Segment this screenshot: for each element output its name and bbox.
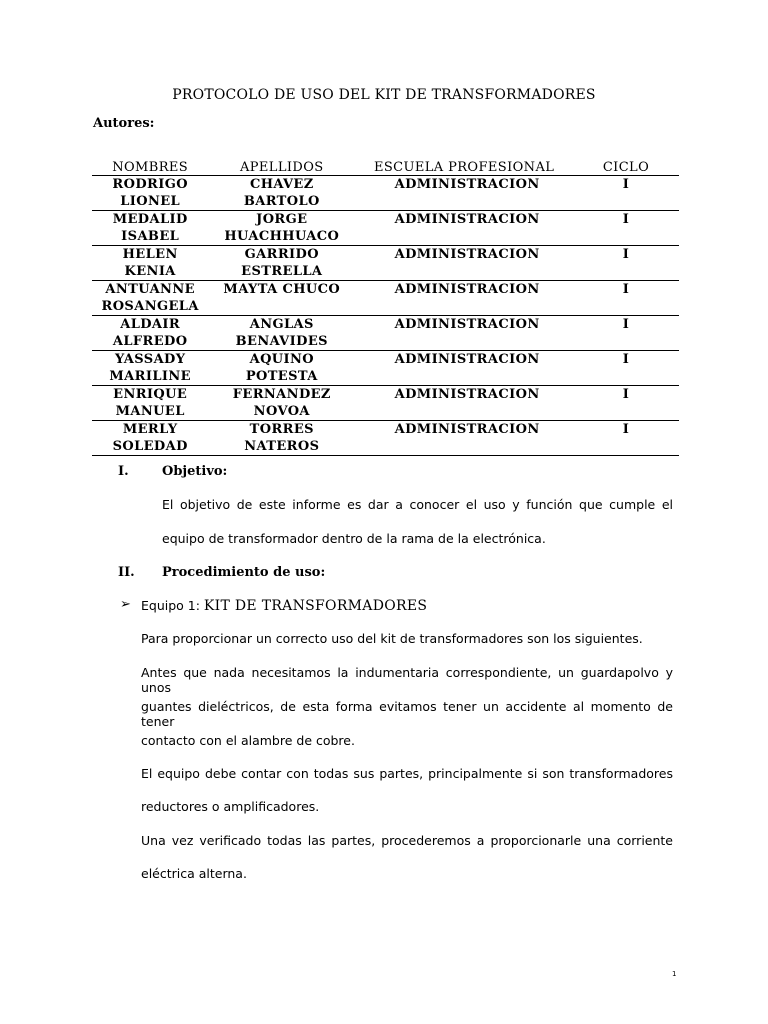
cell-apellidos-apellido-1: TORRES [249, 422, 314, 437]
cell-nombres-nombre-1: ANTUANNE [105, 282, 195, 297]
header-escuela: ESCUELA PROFESIONAL [355, 156, 573, 176]
cell-ciclo [573, 421, 679, 456]
header-ciclo: CICLO [573, 156, 679, 176]
cell-apellidos-apellido-2: POTESTA [245, 369, 318, 384]
cell-apellidos [208, 281, 355, 316]
cell-apellidos-apellido-1: CHAVEZ [249, 177, 314, 192]
cell-apellidos-apellido-1: JORGE [256, 212, 308, 227]
cell-escuela-escuela: ADMINISTRACION [394, 387, 540, 402]
section-2-line-2: Antes que nada necesitamos la indumentaria correspondiente, un guardapolvo y unos [141, 665, 673, 695]
cell-nombres-nombre-2: ROSANGELA [101, 299, 199, 314]
cell-apellidos-apellido-2: HUACHHUACO [224, 229, 340, 244]
cell-nombres-nombre-1: HELEN [122, 247, 178, 262]
cell-apellidos [208, 316, 355, 351]
cell-nombres-nombre-2: SOLEDAD [112, 439, 188, 454]
cell-apellidos-apellido-1: ANGLAS [249, 317, 314, 332]
cell-escuela [355, 421, 573, 456]
cell-nombres-nombre-2: ISABEL [121, 229, 180, 244]
cell-apellidos [208, 386, 355, 421]
cell-apellidos-apellido-1: MAYTA CHUCO [223, 282, 341, 297]
cell-nombres [92, 316, 208, 351]
cell-escuela-escuela: ADMINISTRACION [394, 177, 540, 192]
cell-nombres [92, 246, 208, 281]
equipment-prefix: Equipo 1: [141, 598, 204, 613]
section-2-line-6: reductores o amplificadores. [141, 799, 320, 814]
section-1-line-2: equipo de transformador dentro de la rama de la electrónica. [162, 531, 546, 546]
section-2-line-5: El equipo debe contar con todas sus partes, principalmente si son transformadores [141, 766, 673, 781]
cell-escuela [355, 211, 573, 246]
cell-nombres-nombre-2: LIONEL [120, 194, 181, 209]
cell-escuela-escuela: ADMINISTRACION [394, 422, 540, 437]
cell-escuela [355, 281, 573, 316]
cell-apellidos-apellido-2: BARTOLO [243, 194, 320, 209]
table-row [92, 246, 679, 281]
table-row [92, 386, 679, 421]
cell-apellidos [208, 246, 355, 281]
cell-escuela [355, 316, 573, 351]
cell-escuela-escuela: ADMINISTRACION [394, 212, 540, 227]
cell-nombres-nombre-2: ALFREDO [112, 334, 188, 349]
cell-nombres [92, 386, 208, 421]
section-1-line-1: El objetivo de este informe es dar a conocer el uso y función que cumple el [162, 497, 673, 512]
cell-escuela [355, 351, 573, 386]
equipment-name: KIT DE TRANSFORMADORES [203, 598, 428, 614]
table-row [92, 351, 679, 386]
cell-ciclo-ciclo: I [622, 282, 630, 297]
cell-ciclo-ciclo: I [622, 212, 630, 227]
table-header-row [92, 156, 679, 176]
cell-nombres-nombre-1: ALDAIR [120, 317, 181, 332]
authors-label: Autores: [93, 116, 155, 131]
cell-ciclo-ciclo: I [622, 247, 630, 262]
cell-apellidos-apellido-2: NATEROS [244, 439, 320, 454]
section-1-title: Objetivo: [162, 464, 228, 479]
cell-nombres [92, 351, 208, 386]
cell-ciclo [573, 176, 679, 211]
table-row [92, 281, 679, 316]
cell-ciclo [573, 351, 679, 386]
cell-apellidos [208, 421, 355, 456]
equipment-heading [141, 598, 427, 614]
cell-ciclo-ciclo: I [622, 352, 630, 367]
cell-nombres-nombre-1: MERLY [122, 422, 178, 437]
cell-apellidos [208, 176, 355, 211]
cell-nombres-nombre-1: RODRIGO [112, 177, 188, 192]
cell-apellidos-apellido-1: FERNANDEZ [232, 387, 331, 402]
cell-ciclo-ciclo: I [622, 387, 630, 402]
cell-escuela [355, 176, 573, 211]
cell-apellidos-apellido-2: NOVOA [253, 404, 310, 419]
cell-apellidos [208, 351, 355, 386]
cell-nombres-nombre-1: ENRIQUE [113, 387, 188, 402]
table-row [92, 421, 679, 456]
cell-nombres-nombre-2: MANUEL [115, 404, 185, 419]
section-2-line-8: eléctrica alterna. [141, 866, 247, 881]
table-row [92, 316, 679, 351]
section-2-line-4: contacto con el alambre de cobre. [141, 733, 355, 748]
cell-apellidos-apellido-2: BENAVIDES [235, 334, 328, 349]
cell-escuela [355, 386, 573, 421]
cell-apellidos-apellido-1: AQUINO [249, 352, 315, 367]
cell-apellidos [208, 211, 355, 246]
cell-nombres [92, 211, 208, 246]
cell-ciclo [573, 281, 679, 316]
cell-nombres-nombre-2: KENIA [124, 264, 176, 279]
cell-escuela-escuela: ADMINISTRACION [394, 317, 540, 332]
document-title: PROTOCOLO DE USO DEL KIT DE TRANSFORMADORES [172, 87, 596, 103]
authors-table [92, 156, 679, 456]
page-number: 1 [672, 970, 677, 978]
table-row [92, 211, 679, 246]
cell-escuela-escuela: ADMINISTRACION [394, 247, 540, 262]
cell-ciclo-ciclo: I [622, 422, 630, 437]
table-row [92, 176, 679, 211]
section-2-line-1: Para proporcionar un correcto uso del kit de transformadores son los siguientes. [141, 631, 643, 646]
section-1-number: I. [118, 464, 129, 479]
section-2-number: II. [118, 565, 135, 580]
arrow-bullet-icon: ➢ [120, 597, 131, 612]
cell-ciclo-ciclo: I [622, 317, 630, 332]
cell-nombres [92, 421, 208, 456]
cell-apellidos-apellido-2: ESTRELLA [241, 264, 323, 279]
section-2-line-7: Una vez verificado todas las partes, procederemos a proporcionarle una corriente [141, 833, 673, 848]
cell-ciclo-ciclo: I [622, 177, 630, 192]
cell-ciclo [573, 316, 679, 351]
cell-nombres-nombre-2: MARILINE [109, 369, 191, 384]
cell-escuela [355, 246, 573, 281]
cell-escuela-escuela: ADMINISTRACION [394, 282, 540, 297]
cell-ciclo [573, 211, 679, 246]
cell-nombres-nombre-1: YASSADY [114, 352, 186, 367]
cell-nombres [92, 176, 208, 211]
header-apellidos: APELLIDOS [208, 156, 355, 176]
cell-nombres [92, 281, 208, 316]
section-2-line-3: guantes dieléctricos, de esta forma evitamos tener un accidente al momento de tener [141, 699, 673, 729]
section-2-title: Procedimiento de uso: [162, 565, 326, 580]
header-nombres: NOMBRES [92, 156, 208, 176]
cell-apellidos-apellido-1: GARRIDO [244, 247, 319, 262]
cell-ciclo [573, 386, 679, 421]
cell-nombres-nombre-1: MEDALID [112, 212, 188, 227]
cell-ciclo [573, 246, 679, 281]
cell-escuela-escuela: ADMINISTRACION [394, 352, 540, 367]
